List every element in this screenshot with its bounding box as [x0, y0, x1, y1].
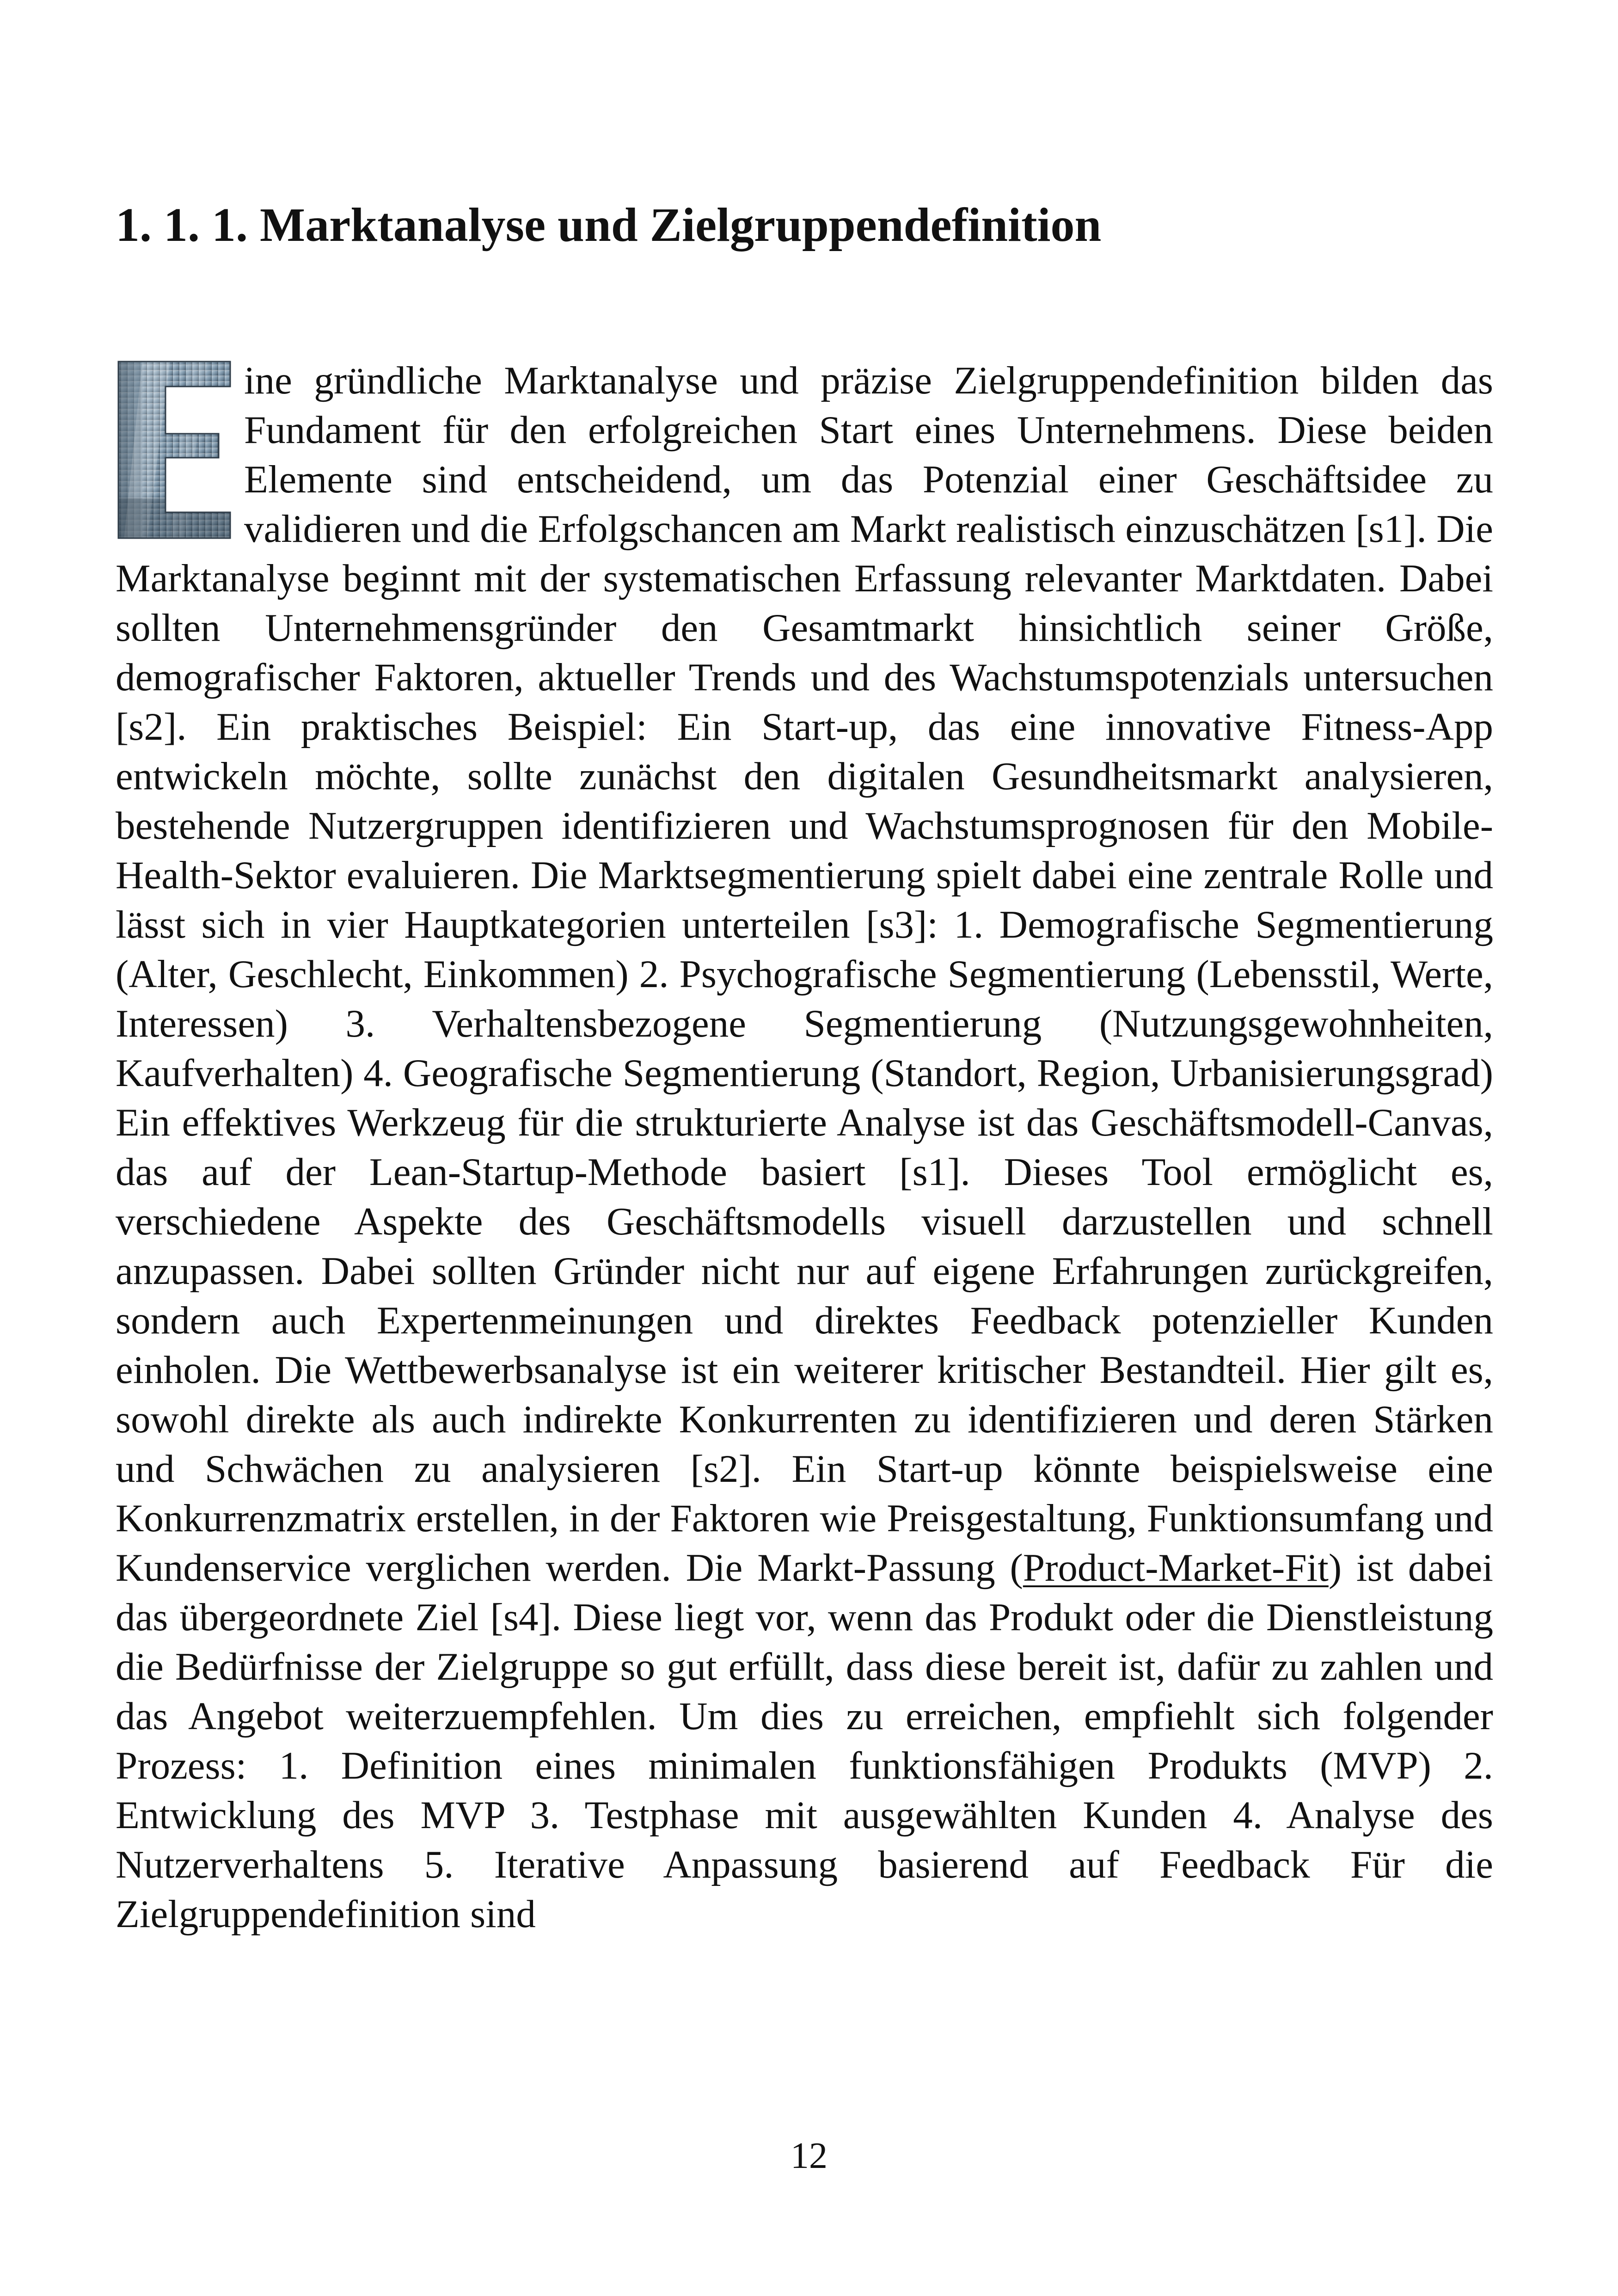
page-number: 12 — [791, 2136, 827, 2176]
product-market-fit-link[interactable]: Product-Market-Fit — [1023, 1546, 1329, 1590]
paragraph-text-part-2: ) ist dabei das übergeordnete Ziel [s4]. Diese liegt vor, wenn das Produkt oder die Dienstleistung die Bedürfnisse der Zielgruppe so gut erfüllt, dass diese bereit ist, dafür zu zahlen und das Angebot weiterzuempfehlen. Um dies zu erreichen, empfiehlt sich folgender Prozess: 1. Definition eines minimalen funktionsfähigen Produkts (MVP) 2. Entwicklung des MVP 3. Testphase mit ausgewählten Kunden 4. Analyse des Nutzerverhaltens 5. Iterative Anpassung basierend auf Feedback Für die Zielgruppendefinition sind — [116, 1546, 1494, 1936]
section-heading: 1. 1. 1. Marktanalyse und Zielgruppendefinition — [116, 198, 1102, 252]
dropcap-svg — [115, 360, 234, 540]
building-photo-letter-e-icon — [115, 360, 234, 540]
body-block — [116, 356, 1493, 1939]
body-paragraph — [116, 356, 1493, 1939]
paragraph-text-part-1: ine gründliche Marktanalyse und präzise Zielgruppendefinition bilden das Fundament für den erfolgreichen Start eines Unternehmens. Diese beiden Elemente sind entscheidend, um das Potenzial einer Geschäftsidee zu validieren und die Erfolgschancen am Markt realistisch einzuschätzen [s1]. Die Marktanalyse beginnt mit der systematischen Erfassung relevanter Marktdaten. Dabei sollten Unternehmensgründer den Gesamtmarkt hinsichtlich seiner Größe, demografischer Faktoren, aktueller Trends und des Wachstumspotenzials untersuchen [s2]. Ein praktisches Beispiel: Ein Start-up, das eine innovative Fitness-App entwickeln möchte, sollte zunächst den digitalen Gesundheitsmarkt analysieren, bestehende Nutzergruppen identifizieren und Wachstumsprognosen für den Mobile-Health-Sektor evaluieren. Die Marktsegmentierung spielt dabei eine zentrale Rolle und lässt sich in vier Hauptkategorien unterteilen [s3]: 1. Demografische Segmentierung (Alter, Geschlecht, Einkommen) 2. Psychografische Segmentierung (Lebensstil, Werte, Interessen) 3. Verhaltensbezogene Segmentierung (Nutzungsgewohnheiten, Kaufverhalten) 4. Geografische Segmentierung (Standort, Region, Urbanisierungsgrad) Ein effektives Werkzeug für die strukturierte Analyse ist das Geschäftsmodell-Canvas, das auf der Lean-Startup-Methode basiert [s1]. Dieses Tool ermöglicht es, verschiedene Aspekte des Geschäftsmodells visuell darzustellen und schnell anzupassen. Dabei sollten Gründer nicht nur auf eigene Erfahrungen zurückgreifen, sondern auch Expertenmeinungen und direktes Feedback potenzieller Kunden einholen. Die Wettbewerbsanalyse ist ein weiterer kritischer Bestandteil. Hier gilt es, sowohl direkte als auch indirekte Konkurrenten zu identifizieren und deren Stärken und Schwächen zu analysieren [s2]. Ein Start-up könnte beispielsweise eine Konkurrenzmatrix erstellen, in der Faktoren wie Preisgestaltung, Funktionsumfang und Kundenservice verglichen werden. Die Markt-Passung ( — [116, 359, 1493, 1590]
